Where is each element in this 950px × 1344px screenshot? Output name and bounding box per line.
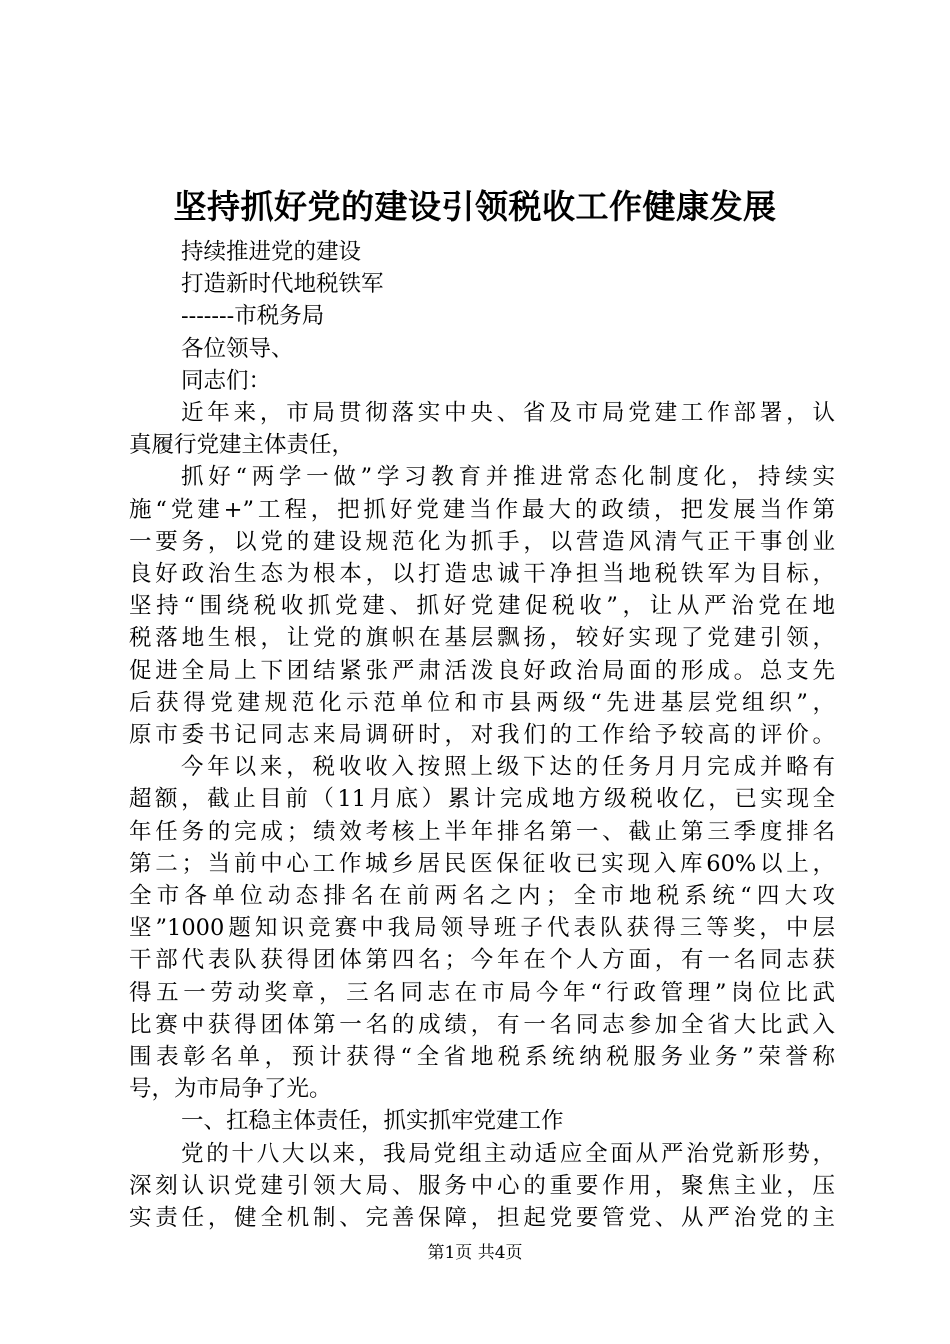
- text-line: 超额，截止目前（11月底）累计完成地方级税收亿，已实现全: [129, 786, 835, 813]
- text-line: 一、扛稳主体责任，抓实抓牢党建工作: [181, 1108, 564, 1135]
- text-line: 持续推进党的建设: [181, 239, 362, 265]
- page-footer: 第1页 共4页: [427, 1243, 523, 1263]
- text-line: 今年以来，税收收入按照上级下达的任务月月完成并略有: [181, 754, 835, 781]
- text-line: 全市各单位动态排名在前两名之内；全市地税系统“四大攻: [129, 883, 835, 910]
- text-line: 党的十八大以来，我局党组主动适应全面从严治党新形势，: [181, 1140, 835, 1167]
- text-line: 干部代表队获得团体第四名；今年在个人方面，有一名同志获: [129, 947, 835, 974]
- document-body: [129, 236, 835, 1234]
- text-line: 良好政治生态为根本，以打造忠诚干净担当地税铁军为目标，: [129, 561, 835, 588]
- text-line: 坚持“围绕税收抓党建、抓好党建促税收”，让从严治党在地: [129, 593, 835, 620]
- text-line: 第二；当前中心工作城乡居民医保征收已实现入库60%以上，: [129, 850, 835, 877]
- text-line: 一要务，以党的建设规范化为抓手，以营造风清气正干事创业: [129, 528, 835, 555]
- text-line: 后获得党建规范化示范单位和市县两级“先进基层党组织”，: [129, 689, 835, 716]
- page-title: 坚持抓好党的建设引领税收工作健康发展: [173, 187, 777, 226]
- text-line: 号，为市局争了光。: [129, 1076, 332, 1103]
- text-line: 坚”1000题知识竞赛中我局领导班子代表队获得三等奖，中层: [129, 915, 835, 942]
- text-line: 年任务的完成；绩效考核上半年排名第一、截止第三季度排名: [129, 818, 835, 845]
- text-line: 实责任，健全机制、完善保障，担起党要管党、从严治党的主: [129, 1205, 835, 1232]
- text-line: 各位领导、: [181, 335, 294, 362]
- text-line: 比赛中获得团体第一名的成绩，有一名同志参加全省大比武入: [129, 1011, 835, 1038]
- text-line: 围表彰名单，预计获得“全省地税系统纳税服务业务”荣誉称: [129, 1044, 835, 1071]
- text-line: 税落地生根，让党的旗帜在基层飘扬，较好实现了党建引领，: [129, 625, 835, 652]
- text-line: -------市税务局: [181, 303, 325, 330]
- text-line: 同志们：: [181, 367, 272, 394]
- text-line: 抓好“两学一做”学习教育并推进常态化制度化，持续实: [181, 464, 835, 491]
- text-line: 原市委书记同志来局调研时，对我们的工作给予较高的评价。: [129, 722, 835, 749]
- text-line: 得五一劳动奖章，三名同志在市局今年“行政管理”岗位比武: [129, 979, 835, 1006]
- text-line: 真履行党建主体责任，: [129, 432, 355, 459]
- text-line: 近年来，市局贯彻落实中央、省及市局党建工作部署，认: [181, 400, 835, 427]
- text-line: 施“党建+”工程，把抓好党建当作最大的政绩，把发展当作第: [129, 496, 835, 523]
- text-line: 打造新时代地税铁军: [181, 271, 384, 298]
- text-line: 促进全局上下团结紧张严肃活泼良好政治局面的形成。总支先: [129, 657, 835, 684]
- text-line: 深刻认识党建引领大局、服务中心的重要作用，聚焦主业，压: [129, 1172, 835, 1199]
